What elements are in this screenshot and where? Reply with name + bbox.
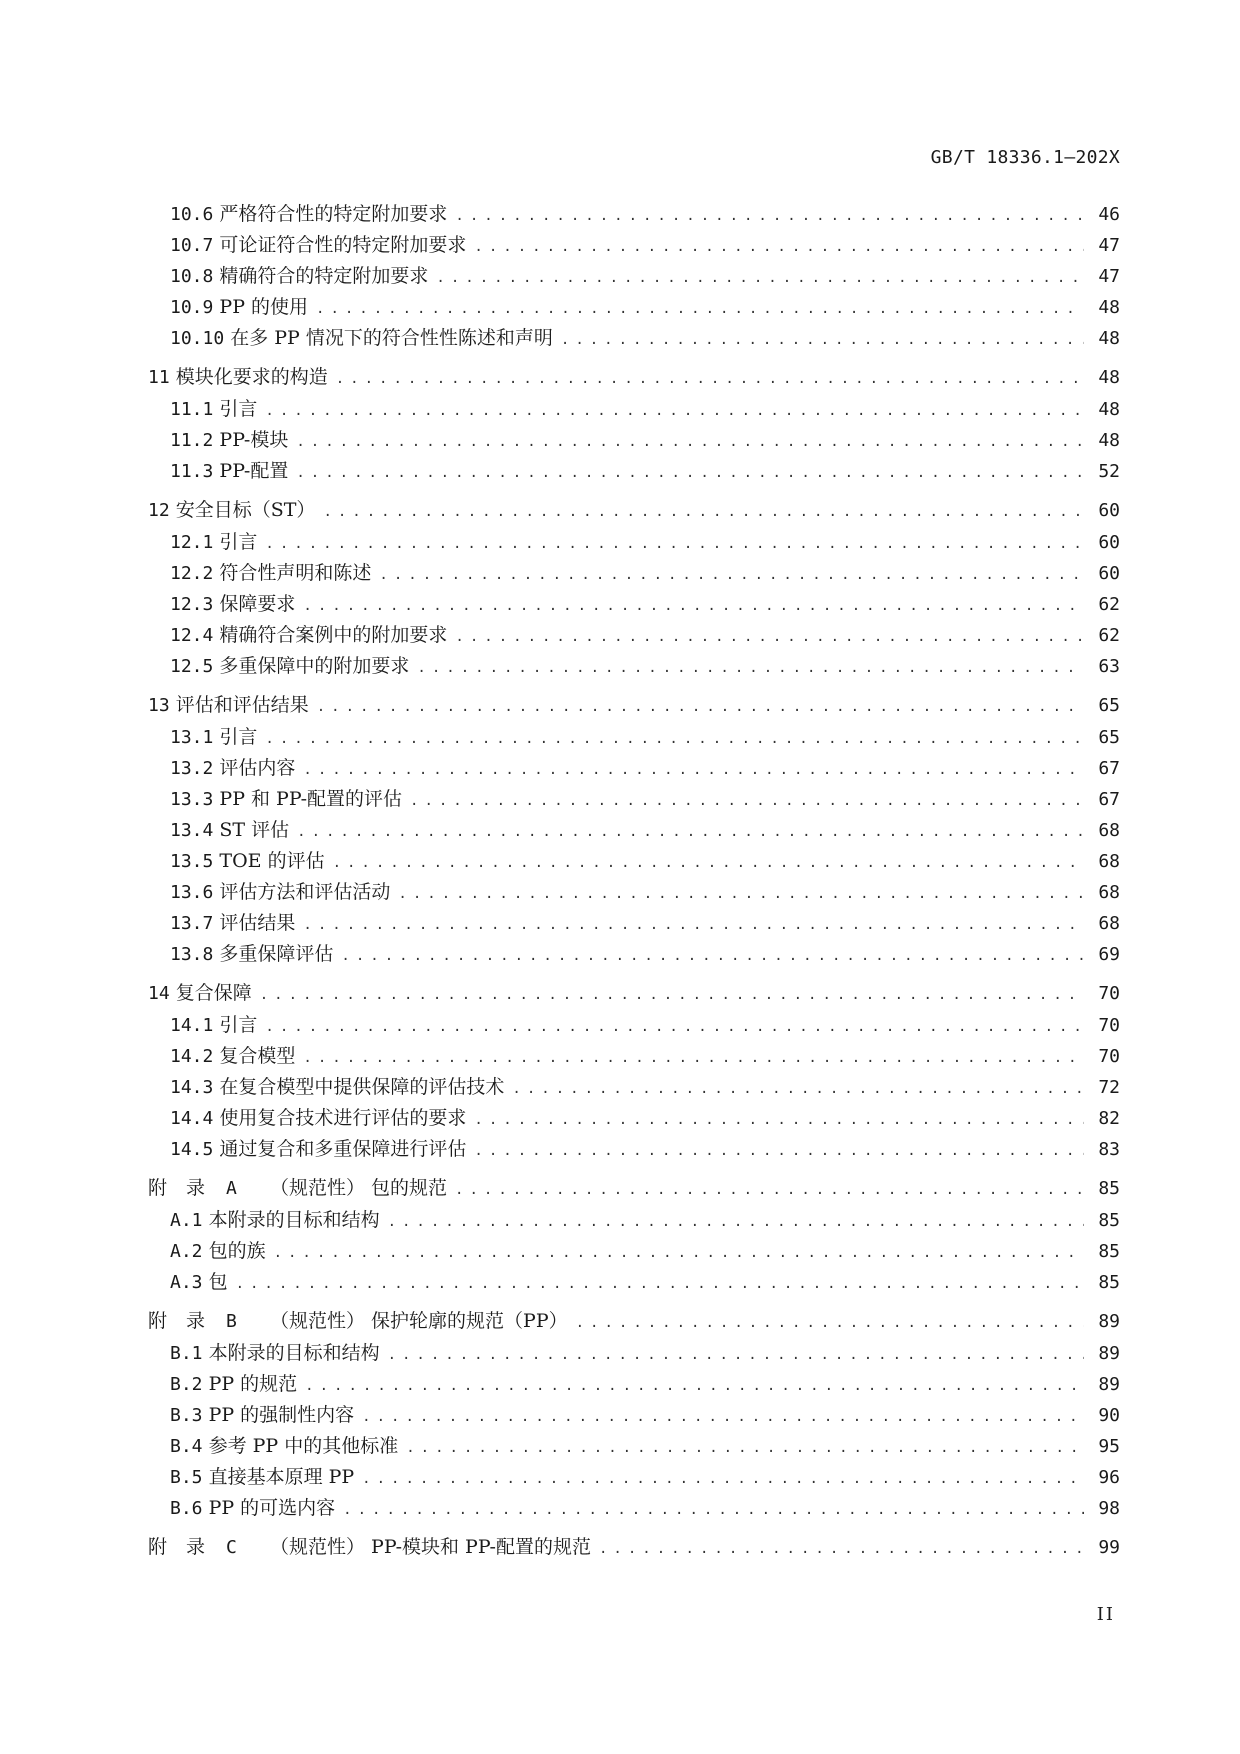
dot-leader [362, 1464, 1084, 1495]
dot-leader [388, 1340, 1084, 1371]
toc-entry[interactable] [148, 1205, 1120, 1236]
toc-chapter[interactable] [148, 362, 1120, 394]
toc-page: 85 [1098, 1272, 1120, 1293]
toc-entry[interactable] [148, 230, 1120, 261]
toc-page: 52 [1098, 461, 1120, 482]
toc-entry[interactable] [148, 1493, 1120, 1524]
dot-leader [296, 458, 1084, 489]
toc-page: 48 [1098, 367, 1120, 388]
dot-leader [561, 325, 1084, 356]
toc-entry[interactable] [148, 323, 1120, 354]
toc-number: 10.8 [170, 266, 214, 287]
toc-title: 多重保障中的附加要求 [219, 655, 410, 677]
dot-leader [388, 1207, 1084, 1238]
toc-title: 保障要求 [219, 593, 296, 615]
appendix-word: 附 录 [148, 1536, 206, 1558]
toc-number: 10.6 [170, 204, 214, 225]
toc-title: 本附录的目标和结构 [208, 1209, 380, 1231]
dot-leader [343, 1495, 1084, 1526]
toc-title: 通过复合和多重保障进行评估 [219, 1138, 467, 1160]
toc-entry[interactable] [148, 1431, 1120, 1462]
dot-leader [303, 755, 1084, 786]
toc-number: 10.7 [170, 235, 214, 256]
toc-page: 89 [1098, 1343, 1120, 1364]
toc-page: 65 [1098, 695, 1120, 716]
toc-entry[interactable] [148, 846, 1120, 877]
toc-number: 11 [148, 367, 170, 388]
toc-entry[interactable] [148, 589, 1120, 620]
toc-number: 14.5 [170, 1139, 214, 1160]
toc-title: 引言 [219, 398, 258, 420]
toc-entry[interactable] [148, 394, 1120, 425]
toc-entry[interactable] [148, 1267, 1120, 1298]
toc-page: 47 [1098, 235, 1120, 256]
toc-title: 引言 [219, 1014, 258, 1036]
dot-leader [265, 529, 1084, 560]
toc-page: 99 [1098, 1537, 1120, 1558]
toc-number: 12 [148, 500, 170, 521]
toc-number: B.3 [170, 1405, 203, 1426]
toc-title: PP 的可选内容 [208, 1497, 336, 1519]
toc-title: 安全目标（ST） [175, 499, 316, 521]
toc-number: 12.4 [170, 625, 214, 646]
toc-number: 12.3 [170, 594, 214, 615]
toc-page: 46 [1098, 204, 1120, 225]
toc-title: 符合性声明和陈述 [219, 562, 372, 584]
dot-leader [317, 692, 1084, 723]
toc-entry[interactable] [148, 292, 1120, 323]
dot-leader [303, 1043, 1084, 1074]
toc-number: A.2 [170, 1241, 203, 1262]
appendix-letter: A [226, 1178, 237, 1199]
toc-number: 13.1 [170, 727, 214, 748]
toc-page: 95 [1098, 1436, 1120, 1457]
toc-entry[interactable] [148, 784, 1120, 815]
toc-page: 48 [1098, 297, 1120, 318]
toc-page: 48 [1098, 399, 1120, 420]
dot-leader [333, 848, 1084, 879]
appendix-word: 附 录 [148, 1310, 206, 1332]
toc-page: 48 [1098, 328, 1120, 349]
toc-number: B.2 [170, 1374, 203, 1395]
toc-page: 68 [1098, 820, 1120, 841]
toc-entry[interactable] [148, 199, 1120, 230]
toc-number: 13.3 [170, 789, 214, 810]
toc-number: 11.1 [170, 399, 214, 420]
toc-title: 在复合模型中提供保障的评估技术 [219, 1076, 505, 1098]
dot-leader [379, 560, 1084, 591]
dot-leader [410, 786, 1084, 817]
toc-number: B.6 [170, 1498, 203, 1519]
toc-entry[interactable] [148, 1400, 1120, 1431]
toc-page: 90 [1098, 1405, 1120, 1426]
toc-number: 14.3 [170, 1077, 214, 1098]
toc-number: 11.2 [170, 430, 214, 451]
toc-entry[interactable] [148, 1041, 1120, 1072]
toc-title: （规范性） PP-模块和 PP-配置的规范 [270, 1536, 591, 1558]
toc-title: PP 的使用 [219, 296, 309, 318]
dot-leader [316, 294, 1084, 325]
dot-leader [305, 1371, 1084, 1402]
toc-entry[interactable] [148, 558, 1120, 589]
toc-title: PP 的规范 [208, 1373, 298, 1395]
toc-entry[interactable] [148, 1103, 1120, 1134]
dot-leader [265, 724, 1084, 755]
toc-page: 67 [1098, 758, 1120, 779]
toc-title: PP 的强制性内容 [208, 1404, 355, 1426]
appendix-letter: C [226, 1537, 237, 1558]
toc-entry[interactable] [148, 620, 1120, 651]
toc-title: 在多 PP 情况下的符合性性陈述和声明 [230, 327, 553, 349]
toc-title: 评估结果 [219, 912, 296, 934]
toc-title: 精确符合案例中的附加要求 [219, 624, 448, 646]
toc-title: 评估方法和评估活动 [219, 881, 391, 903]
toc-page: 47 [1098, 266, 1120, 287]
toc-chapter[interactable] [148, 690, 1120, 722]
dot-leader [303, 591, 1084, 622]
toc-entry[interactable] [148, 1236, 1120, 1267]
toc-number: 10.9 [170, 297, 214, 318]
dot-leader [436, 263, 1084, 294]
toc-number: 14 [148, 983, 170, 1004]
toc-page: 68 [1098, 913, 1120, 934]
toc-entry[interactable] [148, 651, 1120, 682]
toc-appendix[interactable] [148, 1532, 1120, 1564]
toc-title: 本附录的目标和结构 [208, 1342, 380, 1364]
toc-title: 复合保障 [175, 982, 252, 1004]
toc-page: 67 [1098, 789, 1120, 810]
dot-leader [236, 1269, 1084, 1300]
toc-title: 使用复合技术进行评估的要求 [219, 1107, 467, 1129]
toc-page: 68 [1098, 851, 1120, 872]
toc-appendix[interactable] [148, 1173, 1120, 1205]
standard-number: GB/T 18336.1—202X [930, 147, 1120, 168]
dot-leader [260, 980, 1084, 1011]
toc-entry[interactable] [148, 1369, 1120, 1400]
toc-title: 可论证符合性的特定附加要求 [219, 234, 467, 256]
toc-page: 60 [1098, 532, 1120, 553]
toc-title: TOE 的评估 [219, 850, 325, 872]
toc-number: 14.4 [170, 1108, 214, 1129]
toc-number: 13.5 [170, 851, 214, 872]
dot-leader [274, 1238, 1084, 1269]
dot-leader [296, 427, 1084, 458]
toc-number: B.1 [170, 1343, 203, 1364]
toc-number: 13.2 [170, 758, 214, 779]
toc-page: 72 [1098, 1077, 1120, 1098]
toc-entry[interactable] [148, 1462, 1120, 1493]
toc-number: B.4 [170, 1436, 203, 1457]
toc-number: A.3 [170, 1272, 203, 1293]
dot-leader [474, 1136, 1084, 1167]
dot-leader [406, 1433, 1084, 1464]
toc-page: 85 [1098, 1178, 1120, 1199]
toc-entry[interactable] [148, 753, 1120, 784]
toc-entry[interactable] [148, 908, 1120, 939]
toc-entry[interactable] [148, 1338, 1120, 1369]
toc-appendix[interactable] [148, 1306, 1120, 1338]
toc-page: 63 [1098, 656, 1120, 677]
toc-title: 评估和评估结果 [175, 694, 309, 716]
toc-page: 85 [1098, 1241, 1120, 1262]
toc-page: 83 [1098, 1139, 1120, 1160]
toc-number: 13.4 [170, 820, 214, 841]
toc-number: 13.7 [170, 913, 214, 934]
toc-title: 包的族 [208, 1240, 266, 1262]
toc-page: 68 [1098, 882, 1120, 903]
toc-page: 70 [1098, 1046, 1120, 1067]
toc-number: 14.1 [170, 1015, 214, 1036]
toc-title: 引言 [219, 531, 258, 553]
toc-entry[interactable] [148, 1134, 1120, 1165]
toc-page: 89 [1098, 1311, 1120, 1332]
appendix-letter: B [226, 1311, 237, 1332]
toc-number: 13.6 [170, 882, 214, 903]
dot-leader [455, 1175, 1084, 1206]
toc-page: 82 [1098, 1108, 1120, 1129]
dot-leader [455, 201, 1084, 232]
toc-title: 评估内容 [219, 757, 296, 779]
toc-number: 14.2 [170, 1046, 214, 1067]
toc-title: 严格符合性的特定附加要求 [219, 203, 448, 225]
toc-title: 复合模型 [219, 1045, 296, 1067]
toc-title: 参考 PP 中的其他标准 [208, 1435, 399, 1457]
dot-leader [599, 1534, 1084, 1565]
dot-leader [512, 1074, 1084, 1105]
toc-number: 12.2 [170, 563, 214, 584]
dot-leader [297, 817, 1084, 848]
toc-chapter[interactable] [148, 495, 1120, 527]
appendix-word: 附 录 [148, 1177, 206, 1199]
toc-number: 10.10 [170, 328, 225, 349]
toc-page: 69 [1098, 944, 1120, 965]
toc-number: 12.1 [170, 532, 214, 553]
toc-page: 89 [1098, 1374, 1120, 1395]
toc-page: 96 [1098, 1467, 1120, 1488]
toc-number: 13.8 [170, 944, 214, 965]
toc-entry[interactable] [148, 456, 1120, 487]
dot-leader [417, 653, 1084, 684]
toc-page: 70 [1098, 1015, 1120, 1036]
toc-title: 引言 [219, 726, 258, 748]
toc-entry[interactable] [148, 261, 1120, 292]
toc-number: B.5 [170, 1467, 203, 1488]
dot-leader [303, 910, 1084, 941]
page-number: II [1096, 1604, 1115, 1625]
dot-leader [323, 497, 1084, 528]
toc-page: 48 [1098, 430, 1120, 451]
toc-entry[interactable] [148, 722, 1120, 753]
toc-title: 模块化要求的构造 [175, 366, 328, 388]
toc-title: PP-配置 [219, 460, 289, 482]
table-of-contents [148, 199, 1120, 1564]
toc-number: 12.5 [170, 656, 214, 677]
toc-entry[interactable] [148, 815, 1120, 846]
toc-page: 98 [1098, 1498, 1120, 1519]
toc-page: 70 [1098, 983, 1120, 1004]
dot-leader [362, 1402, 1084, 1433]
toc-title: （规范性） 保护轮廓的规范（PP） [270, 1310, 568, 1332]
dot-leader [576, 1308, 1084, 1339]
toc-entry[interactable] [148, 939, 1120, 970]
toc-title: PP 和 PP-配置的评估 [219, 788, 403, 810]
dot-leader [474, 1105, 1084, 1136]
toc-page: 65 [1098, 727, 1120, 748]
dot-leader [474, 232, 1084, 263]
toc-chapter[interactable] [148, 978, 1120, 1010]
toc-number: A.1 [170, 1210, 203, 1231]
toc-entry[interactable] [148, 1072, 1120, 1103]
dot-leader [455, 622, 1084, 653]
toc-title: PP-模块 [219, 429, 289, 451]
toc-entry[interactable] [148, 527, 1120, 558]
toc-entry[interactable] [148, 877, 1120, 908]
toc-title: ST 评估 [219, 819, 290, 841]
toc-number: 13 [148, 695, 170, 716]
toc-entry[interactable] [148, 1010, 1120, 1041]
dot-leader [398, 879, 1084, 910]
toc-page: 60 [1098, 563, 1120, 584]
toc-page: 85 [1098, 1210, 1120, 1231]
toc-title: 直接基本原理 PP [208, 1466, 355, 1488]
toc-entry[interactable] [148, 425, 1120, 456]
toc-title: 包 [208, 1271, 228, 1293]
toc-page: 62 [1098, 594, 1120, 615]
toc-page: 60 [1098, 500, 1120, 521]
toc-page: 62 [1098, 625, 1120, 646]
dot-leader [336, 364, 1084, 395]
dot-leader [265, 1012, 1084, 1043]
toc-title: （规范性） 包的规范 [270, 1177, 448, 1199]
toc-number: 11.3 [170, 461, 214, 482]
dot-leader [265, 396, 1084, 427]
toc-title: 多重保障评估 [219, 943, 334, 965]
dot-leader [341, 941, 1084, 972]
toc-title: 精确符合的特定附加要求 [219, 265, 429, 287]
